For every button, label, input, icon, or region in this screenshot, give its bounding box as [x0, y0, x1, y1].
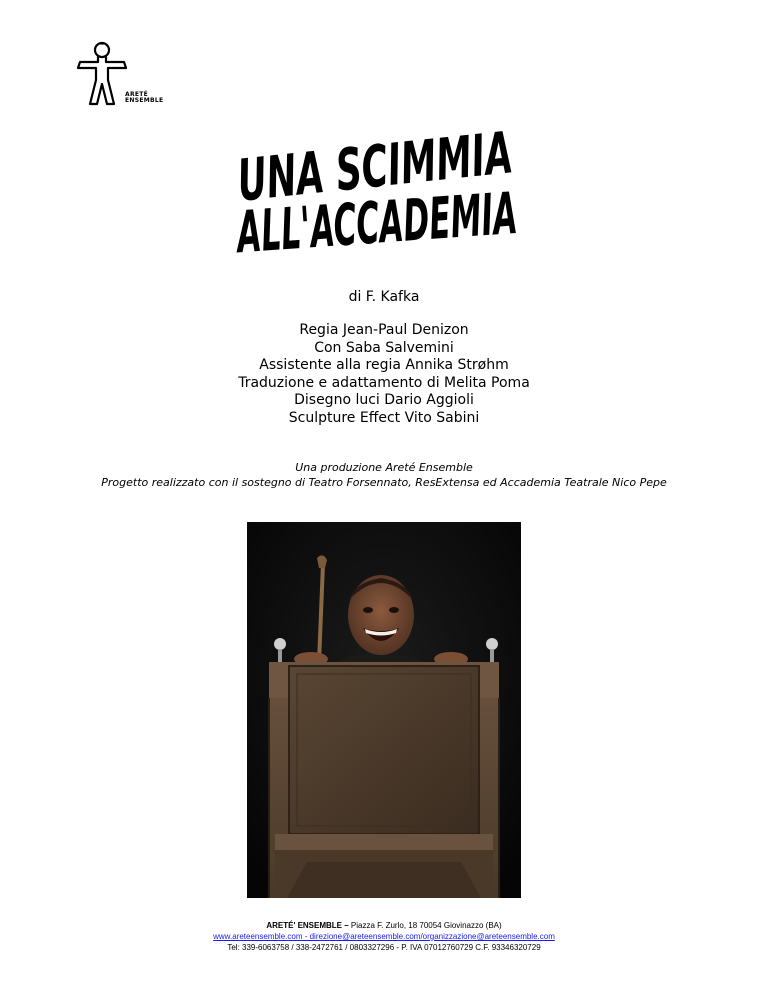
footer-address-line	[0, 920, 768, 931]
show-title	[228, 108, 548, 268]
footer-contacts-line: Tel: 339-6063758 / 338-2472761 / 0803327296 - P. IVA 07012760729 C.F. 93346320729	[227, 943, 541, 952]
logo-wordmark	[125, 92, 163, 104]
footer-contact	[0, 920, 768, 953]
credit-translation: Traduzione e adattamento di Melita Poma	[238, 374, 530, 391]
credits-block	[0, 322, 768, 427]
credit-lighting: Disegno luci Dario Aggioli	[294, 392, 474, 408]
credit-actor: Con Saba Salvemini	[314, 339, 454, 356]
credit-director: Regia Jean-Paul Denizon	[299, 322, 469, 338]
footer-website-email-link[interactable]: www.areteensemble.com - direzione@areteensemble.com/organizzazione@areteensemble.com	[213, 932, 555, 941]
footer-address: Piazza F. Zurlo, 18 70054 Giovinazzo (BA)	[348, 921, 502, 930]
stick-figure-logo-icon	[72, 40, 132, 108]
footer-company-name: ARETÉ' ENSEMBLE –	[266, 921, 349, 930]
support-line: Progetto realizzato con il sostegno di Teatro Forsennato, ResExtensa ed Accademia Teatrale Nico Pepe	[101, 476, 667, 489]
stage-photo-illustration	[247, 522, 521, 898]
credit-assistant: Assistente alla regia Annika Strøhm	[259, 357, 509, 373]
stage-photo	[247, 522, 521, 898]
title-line-1: UNA SCIMMIA	[234, 112, 548, 216]
footer-links-line	[0, 931, 768, 942]
production-line: Una produzione Areté Ensemble	[295, 461, 473, 474]
logo-line-2: ENSEMBLE	[125, 97, 164, 104]
credit-sculpture: Sculpture Effect Vito Sabini	[288, 409, 480, 426]
production-block	[0, 460, 768, 490]
logo-line-1: ARETÉ	[125, 91, 149, 98]
title-line-2: ALL'ACCADEMIA	[234, 171, 548, 267]
author-line: di F. Kafka	[348, 289, 420, 305]
